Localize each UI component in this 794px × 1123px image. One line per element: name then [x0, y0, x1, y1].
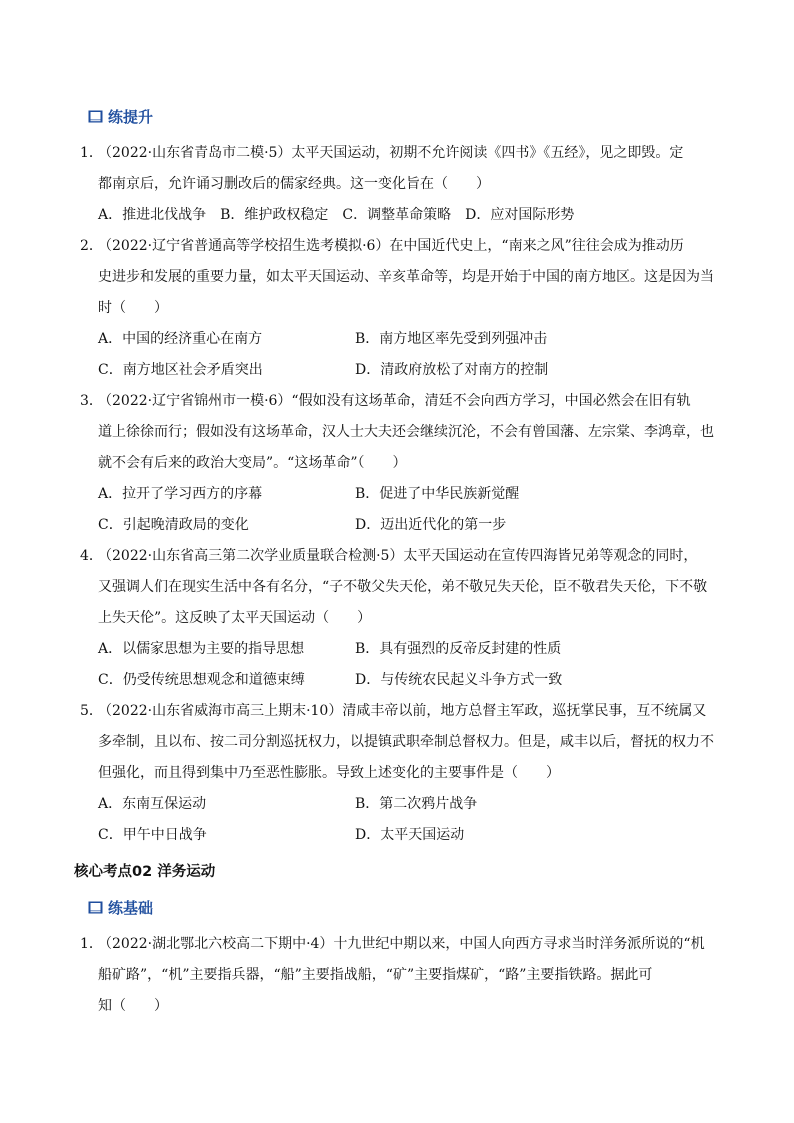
option-b[interactable]: B．第二次鸦片战争 [355, 796, 478, 812]
section-heading-text: 练提升 [108, 108, 154, 126]
option-b[interactable]: B．南方地区率先受到列强冲击 [355, 331, 548, 347]
core-point-heading: 核心考点02 洋务运动 [74, 864, 216, 880]
section-heading-lian-jichu [88, 897, 153, 918]
question-text-line: （2022·辽宁省锦州市一模·6）“假如没有这场革命，清廷不会向西方学习，中国必然会在旧有轨 [98, 393, 691, 409]
question-number: 1． [80, 145, 103, 161]
option-d[interactable]: D．清政府放松了对南方的控制 [355, 362, 549, 378]
question-text-line: 都南京后，允许诵习删改后的儒家经典。这一变化旨在（ ） [98, 176, 490, 192]
question-text-line: （2022·山东省青岛市二模·5）太平天国运动，初期不允许阅读《四书》《五经》，见之即毁。定 [98, 145, 684, 161]
book-icon [88, 110, 103, 123]
question-number: 4． [80, 548, 103, 564]
option-c[interactable]: C．南方地区社会矛盾突出 [98, 362, 263, 378]
option-a[interactable]: A．推进北伐战争 [98, 207, 207, 223]
option-d[interactable]: D．应对国际形势 [465, 207, 575, 223]
book-icon [88, 901, 103, 914]
question-text-line: （2022·湖北鄂北六校高二下期中·4）十九世纪中期以来，中国人向西方寻求当时洋务派所说的“机 [98, 936, 705, 952]
option-a[interactable]: A．以儒家思想为主要的指导思想 [98, 641, 305, 657]
question-text-line: （2022·山东省威海市高三上期末·10）清咸丰帝以前，地方总督主军政，巡抚掌民事，互不统属又 [98, 703, 707, 719]
option-b[interactable]: B．具有强烈的反帝反封建的性质 [355, 641, 562, 657]
question-2 [80, 231, 720, 324]
question-text-line: （2022·辽宁省普通高等学校招生选考模拟·6）在中国近代史上，“南来之风”往往会成为推动历 [98, 238, 684, 254]
question-3 [80, 386, 720, 479]
section-heading-text: 练基础 [108, 899, 154, 917]
option-d[interactable]: D．迈出近代化的第一步 [355, 517, 507, 533]
question-text-line: 就不会有后来的政治大变局”。“这场革命”（ ） [98, 455, 407, 471]
question-text-line: 知（ ） [98, 998, 168, 1014]
section-heading-lian-tisheng [88, 106, 153, 127]
question-text-line: （2022·山东省高三第二次学业质量联合检测·5）太平天国运动在宣传四海皆兄弟等观念的同时， [98, 548, 698, 564]
question-text-line: 时（ ） [98, 300, 168, 316]
option-c[interactable]: C．仍受传统思想观念和道德束缚 [98, 672, 305, 688]
question-text-line: 船矿路”，“机”主要指兵器，“船”主要指战船，“矿”主要指煤矿，“路”主要指铁路。据此可 [98, 967, 653, 983]
option-b[interactable]: B．维护政权稳定 [220, 207, 329, 223]
option-c[interactable]: C．调整革命策略 [342, 207, 452, 223]
question-number: 1． [80, 936, 103, 952]
question-number: 3． [80, 393, 103, 409]
question-4-options [98, 634, 718, 696]
question-yangwu-1 [80, 929, 720, 1022]
question-number: 2． [80, 238, 103, 254]
question-2-options [98, 324, 718, 386]
question-5 [80, 696, 720, 789]
question-1-options [98, 200, 718, 231]
question-4 [80, 541, 720, 634]
question-number: 5． [80, 703, 103, 719]
question-text-line: 又强调人们在现实生活中各有名分，“子不敬父失天伦，弟不敬兄失天伦，臣不敬君失天伦，下不敬 [98, 579, 708, 595]
option-c[interactable]: C．引起晚清政局的变化 [98, 517, 249, 533]
question-text-line: 史进步和发展的重要力量，如太平天国运动、辛亥革命等，均是开始于中国的南方地区。这是因为当 [98, 269, 714, 285]
option-a[interactable]: A．拉开了学习西方的序幕 [98, 486, 263, 502]
question-text-line: 道上徐徐而行；假如没有这场革命，汉人士大夫还会继续沉沦，不会有曾国藩、左宗棠、李鸿章，也 [98, 424, 714, 440]
option-a[interactable]: A．东南互保运动 [98, 796, 207, 812]
question-3-options [98, 479, 718, 541]
option-d[interactable]: D．太平天国运动 [355, 827, 465, 843]
option-d[interactable]: D．与传统农民起义斗争方式一致 [355, 672, 563, 688]
option-a[interactable]: A．中国的经济重心在南方 [98, 331, 263, 347]
question-text-line: 多牵制，且以布、按二司分割巡抚权力，以提镇武职牵制总督权力。但是，咸丰以后，督抚的权力不 [98, 734, 714, 750]
question-text-line: 但强化，而且得到集中乃至恶性膨胀。导致上述变化的主要事件是（ ） [98, 765, 560, 781]
question-text-line: 上失天伦”。这反映了太平天国运动（ ） [98, 610, 372, 626]
question-5-options [98, 789, 718, 851]
option-b[interactable]: B．促进了中华民族新觉醒 [355, 486, 520, 502]
question-1 [80, 138, 720, 200]
option-c[interactable]: C．甲午中日战争 [98, 827, 207, 843]
